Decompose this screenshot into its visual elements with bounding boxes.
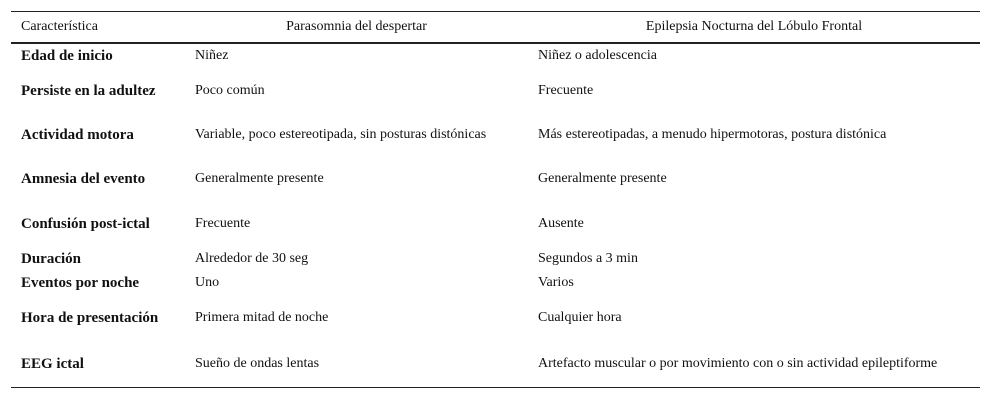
table-row	[11, 271, 980, 295]
row-epilepsia: Más estereotipadas, a menudo hipermotoras, postura distónica	[538, 127, 887, 142]
table-row	[11, 341, 980, 387]
header-epilepsia: Epilepsia Nocturna del Lóbulo Frontal	[528, 12, 980, 44]
row-epilepsia: Varios	[538, 275, 574, 290]
row-parasomnia: Variable, poco estereotipada, sin posturas distónicas	[195, 127, 487, 142]
row-feature: Hora de presentación	[21, 310, 159, 326]
row-feature: Edad de inicio	[21, 48, 113, 64]
row-feature: Eventos por noche	[21, 275, 140, 291]
row-epilepsia: Ausente	[538, 216, 584, 231]
row-feature: Confusión post-ictal	[21, 216, 150, 232]
row-parasomnia: Poco común	[195, 82, 265, 98]
comparison-table-container	[11, 11, 980, 388]
table-row	[11, 201, 980, 247]
row-parasomnia: Uno	[195, 275, 220, 290]
table-row	[11, 157, 980, 201]
table-row	[11, 68, 980, 113]
row-feature: Actividad motora	[21, 127, 134, 143]
header-caracteristica: Característica	[11, 12, 185, 44]
row-feature: EEG ictal	[11, 341, 185, 387]
row-parasomnia: Sueño de ondas lentas	[185, 341, 528, 387]
row-parasomnia: Frecuente	[195, 216, 251, 231]
comparison-table	[11, 11, 980, 388]
row-epilepsia: Frecuente	[538, 82, 594, 98]
row-epilepsia: Cualquier hora	[538, 310, 622, 325]
row-epilepsia: Generalmente presente	[538, 171, 667, 186]
row-epilepsia: Segundos a 3 min	[538, 251, 638, 266]
row-parasomnia: Primera mitad de noche	[195, 310, 329, 325]
table-header-row	[11, 12, 980, 44]
row-parasomnia: Alrededor de 30 seg	[195, 251, 309, 266]
row-feature: Amnesia del evento	[21, 171, 146, 187]
row-epilepsia: Artefacto muscular o por movimiento con o sin actividad epileptiforme	[528, 341, 980, 387]
table-row	[11, 295, 980, 341]
row-feature: Persiste en la adultez	[21, 82, 156, 99]
table-row	[11, 247, 980, 271]
header-parasomnia: Parasomnia del despertar	[185, 12, 528, 44]
table-row	[11, 113, 980, 157]
table-row	[11, 43, 980, 68]
row-parasomnia: Generalmente presente	[195, 171, 324, 186]
row-epilepsia: Niñez o adolescencia	[538, 48, 657, 63]
row-feature: Duración	[21, 251, 81, 267]
row-parasomnia: Niñez	[195, 48, 229, 63]
